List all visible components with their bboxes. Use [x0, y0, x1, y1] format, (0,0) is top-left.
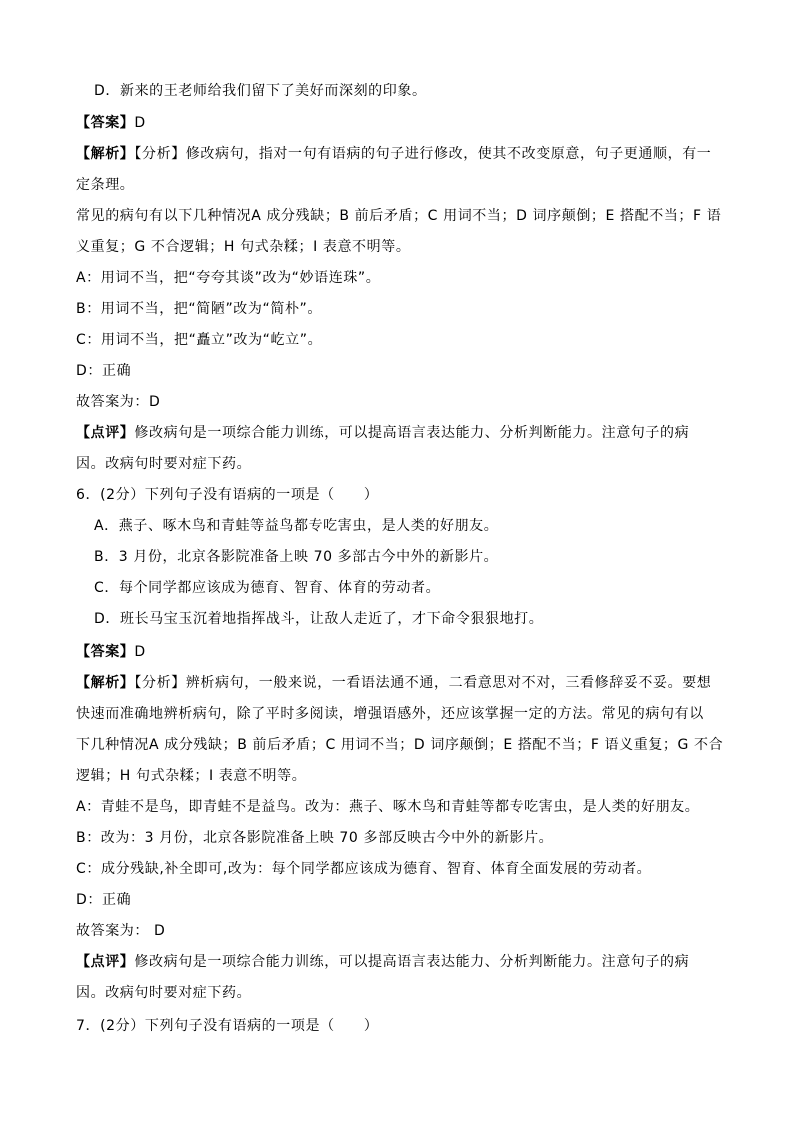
question-7: 7．(2分）下列句子没有语病的一项是（ ） [76, 1018, 379, 1034]
text-line: B：改为：3 月份，北京各影院准备上映 70 多部反映古今中外的新影片。 [76, 830, 554, 846]
text-line: 定条理。 [76, 177, 135, 193]
text-line: 因。改病句时要对症下药。 [76, 985, 252, 1001]
text-line: 逻辑；H 句式杂糅；I 表意不明等。 [76, 768, 307, 784]
text-line: 故答案为： D [76, 923, 166, 939]
analysis-tag: 【解析】 [76, 675, 135, 691]
question-6: 6．(2分）下列句子没有语病的一项是（ ） [76, 487, 379, 503]
option-a: A．燕子、啄木鸟和青蛙等益鸟都专吃害虫，是人类的好朋友。 [94, 518, 499, 534]
option-d: D．班长马宝玉沉着地指挥战斗，让敌人走近了，才下命令狠狠地打。 [94, 611, 544, 627]
text-line: 下几种情况A 成分残缺；B 前后矛盾；C 用词不当；D 词序颠倒；E 搭配不当；F 语义重复；G 不合 [76, 737, 724, 753]
text-line: 故答案为：D [76, 394, 161, 410]
text-line: 常见的病句有以下几种情况A 成分残缺；B 前后矛盾；C 用词不当；D 词序颠倒；E 搭配不当；F 语 [76, 208, 722, 224]
option-b: B．3 月份，北京各影院准备上映 70 多部古今中外的新影片。 [94, 549, 499, 565]
option-c: C．每个同学都应该成为德育、智育、体育的劳动者。 [94, 580, 441, 596]
comment-line: 【点评】修改病句是一项综合能力训练，可以提高语言表达能力、分析判断能力。注意句子的病 [76, 425, 690, 441]
text-line: 快速而准确地辨析病句，除了平时多阅读，增强语感外，还应该掌握一定的方法。常见的病句有以 [76, 706, 704, 722]
text-line: C：成分残缺,补全即可,改为：每个同学都应该成为德育、智育、体育全面发展的劳动者。 [76, 861, 652, 877]
answer-tag: 【答案】 [76, 115, 135, 131]
text-line: 义重复；G 不合逻辑；H 句式杂糅；I 表意不明等。 [76, 239, 411, 255]
analysis-line: 【解析】【分析】辨析病句，一般来说，一看语法通不通，二看意思对不对，三看修辞妥不妥。要想 [76, 675, 712, 691]
text-line: C：用词不当，把“矗立”改为“屹立”。 [76, 332, 323, 348]
answer-line: 【答案】D [76, 644, 146, 660]
analysis-line: 【解析】【分析】修改病句，指对一句有语病的句子进行修改，使其不改变原意，句子更通顺，有一 [76, 146, 712, 162]
text-line: D：正确 [76, 892, 132, 908]
text-line: A：青蛙不是鸟，即青蛙不是益鸟。改为：燕子、啄木鸟和青蛙等都专吃害虫，是人类的好朋友。 [76, 799, 700, 815]
text-line: A：用词不当，把“夸夸其谈”改为“妙语连珠”。 [76, 270, 381, 286]
answer-line: 【答案】D [76, 115, 146, 131]
comment-tag: 【点评】 [76, 425, 135, 441]
text-line: D：正确 [76, 363, 132, 379]
option-d-line: D．新来的王老师给我们留下了美好而深刻的印象。 [94, 83, 427, 99]
comment-line: 【点评】修改病句是一项综合能力训练，可以提高语言表达能力、分析判断能力。注意句子的病 [76, 954, 690, 970]
comment-tag: 【点评】 [76, 954, 135, 970]
text-line: B：用词不当，把“简陋”改为“简朴”。 [76, 301, 323, 317]
text-line: 因。改病句时要对症下药。 [76, 456, 252, 472]
analysis-tag: 【解析】 [76, 146, 135, 162]
answer-tag: 【答案】 [76, 644, 135, 660]
